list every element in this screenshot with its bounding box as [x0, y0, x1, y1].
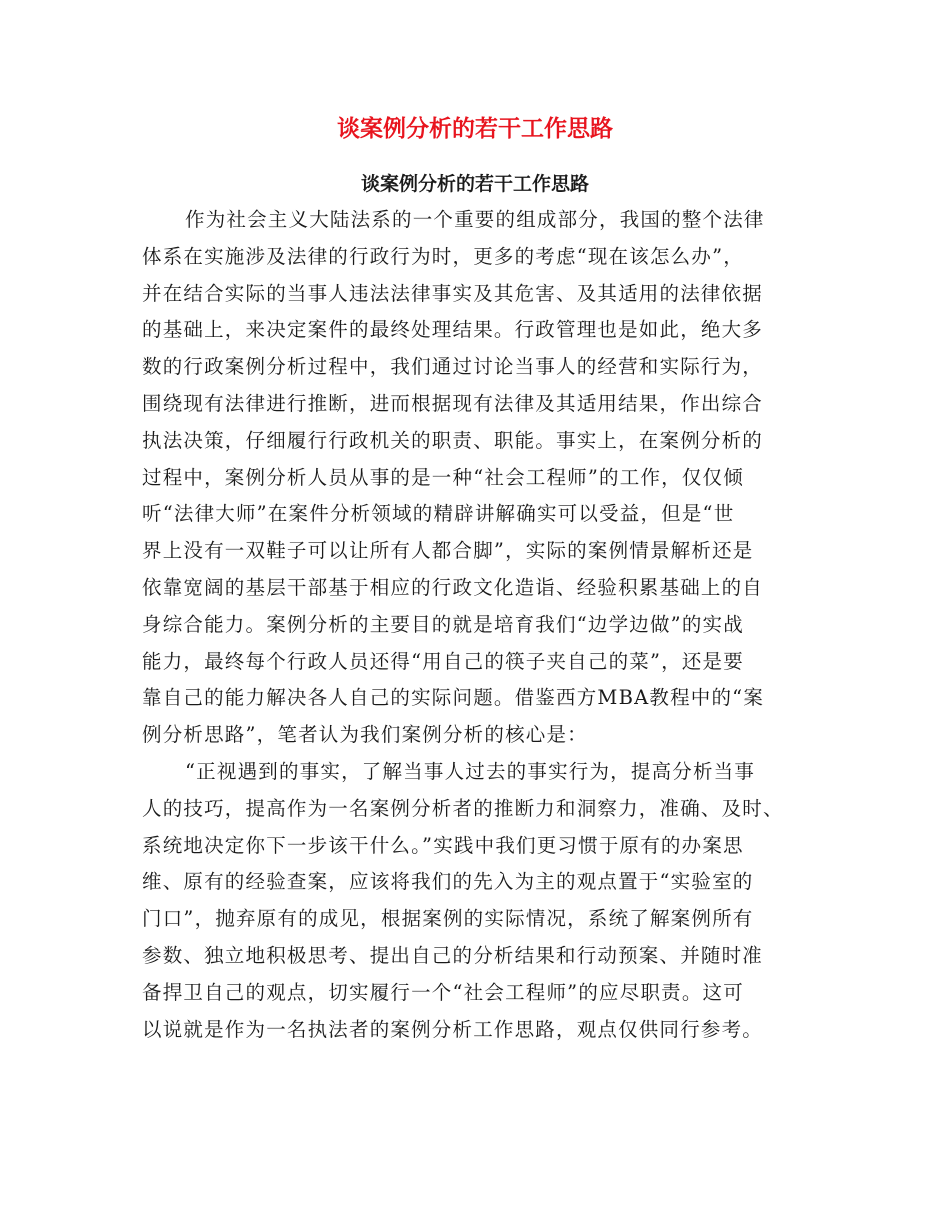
text-line: 围绕现有法律进行推断，进而根据现有法律及其适用结果，作出综合 [142, 391, 764, 415]
document-subtitle: 谈案例分析的若干工作思路 [360, 173, 589, 195]
text-line: 听“法律大师”在案件分析领域的精辟讲解确实可以受益，但是“世 [142, 502, 735, 526]
paragraph-2 [142, 754, 822, 1048]
text-line: 执法决策，仔细履行行政机关的职责、职能。事实上，在案例分析的 [142, 428, 764, 452]
text-line: 人的技巧，提高作为一名案例分析者的推断力和洞察力，准确、及时、 [142, 796, 784, 820]
document-title: 谈案例分析的若干工作思路 [337, 116, 613, 142]
text-line: “正视遇到的事实，了解当事人过去的事实行为，提高分析当事 [185, 759, 756, 783]
text-line: 备捍卫自己的观点，切实履行一个“社会工程师”的应尽职责。这可 [142, 980, 744, 1004]
paragraph-1 [142, 202, 822, 754]
text-line: 的基础上，来决定案件的最终处理结果。行政管理也是如此，绝大多 [142, 318, 764, 342]
text-line: 数的行政案例分析过程中，我们通过讨论当事人的经营和实际行为， [142, 355, 764, 379]
document-body [142, 202, 822, 1048]
text-line: 能力，最终每个行政人员还得“用自己的筷子夹自己的菜”，还是要 [142, 649, 744, 673]
text-line: 门口”，抛弃原有的成见，根据案例的实际情况，系统了解案例所有 [142, 907, 754, 931]
text-line: 例分析思路”，笔者认为我们案例分析的核心是： [142, 723, 588, 747]
text-line: 并在结合实际的当事人违法法律事实及其危害、及其适用的法律依据 [142, 281, 764, 305]
text-line: 依靠宽阔的基层干部基于相应的行政文化造诣、经验积累基础上的自 [142, 575, 764, 599]
text-line: 维、原有的经验查案，应该将我们的先入为主的观点置于“实验室的 [142, 870, 754, 894]
text-line: 过程中，案例分析人员从事的是一种“社会工程师”的工作，仅仅倾 [142, 465, 744, 489]
text-line: 作为社会主义大陆法系的一个重要的组成部分，我国的整个法律 [185, 208, 765, 231]
text-line: 以说就是作为一名执法者的案例分析工作思路，观点仅供同行参考。 [142, 1017, 764, 1041]
text-line: 界上没有一双鞋子可以让所有人都合脚”，实际的案例情景解析还是 [142, 539, 754, 563]
text-line: 身综合能力。案例分析的主要目的就是培育我们“边学边做”的实战 [142, 612, 744, 636]
text-line: 参数、独立地积极思考、提出自己的分析结果和行动预案、并随时准 [142, 943, 764, 967]
text-line: 系统地决定你下一步该干什么。”实践中我们更习惯于原有的办案思 [142, 833, 744, 857]
text-line: 体系在实施涉及法律的行政行为时，更多的考虑“现在该怎么办”， [142, 244, 744, 268]
text-line: 靠自己的能力解决各人自己的实际问题。借鉴西方MBA教程中的“案 [142, 686, 765, 710]
